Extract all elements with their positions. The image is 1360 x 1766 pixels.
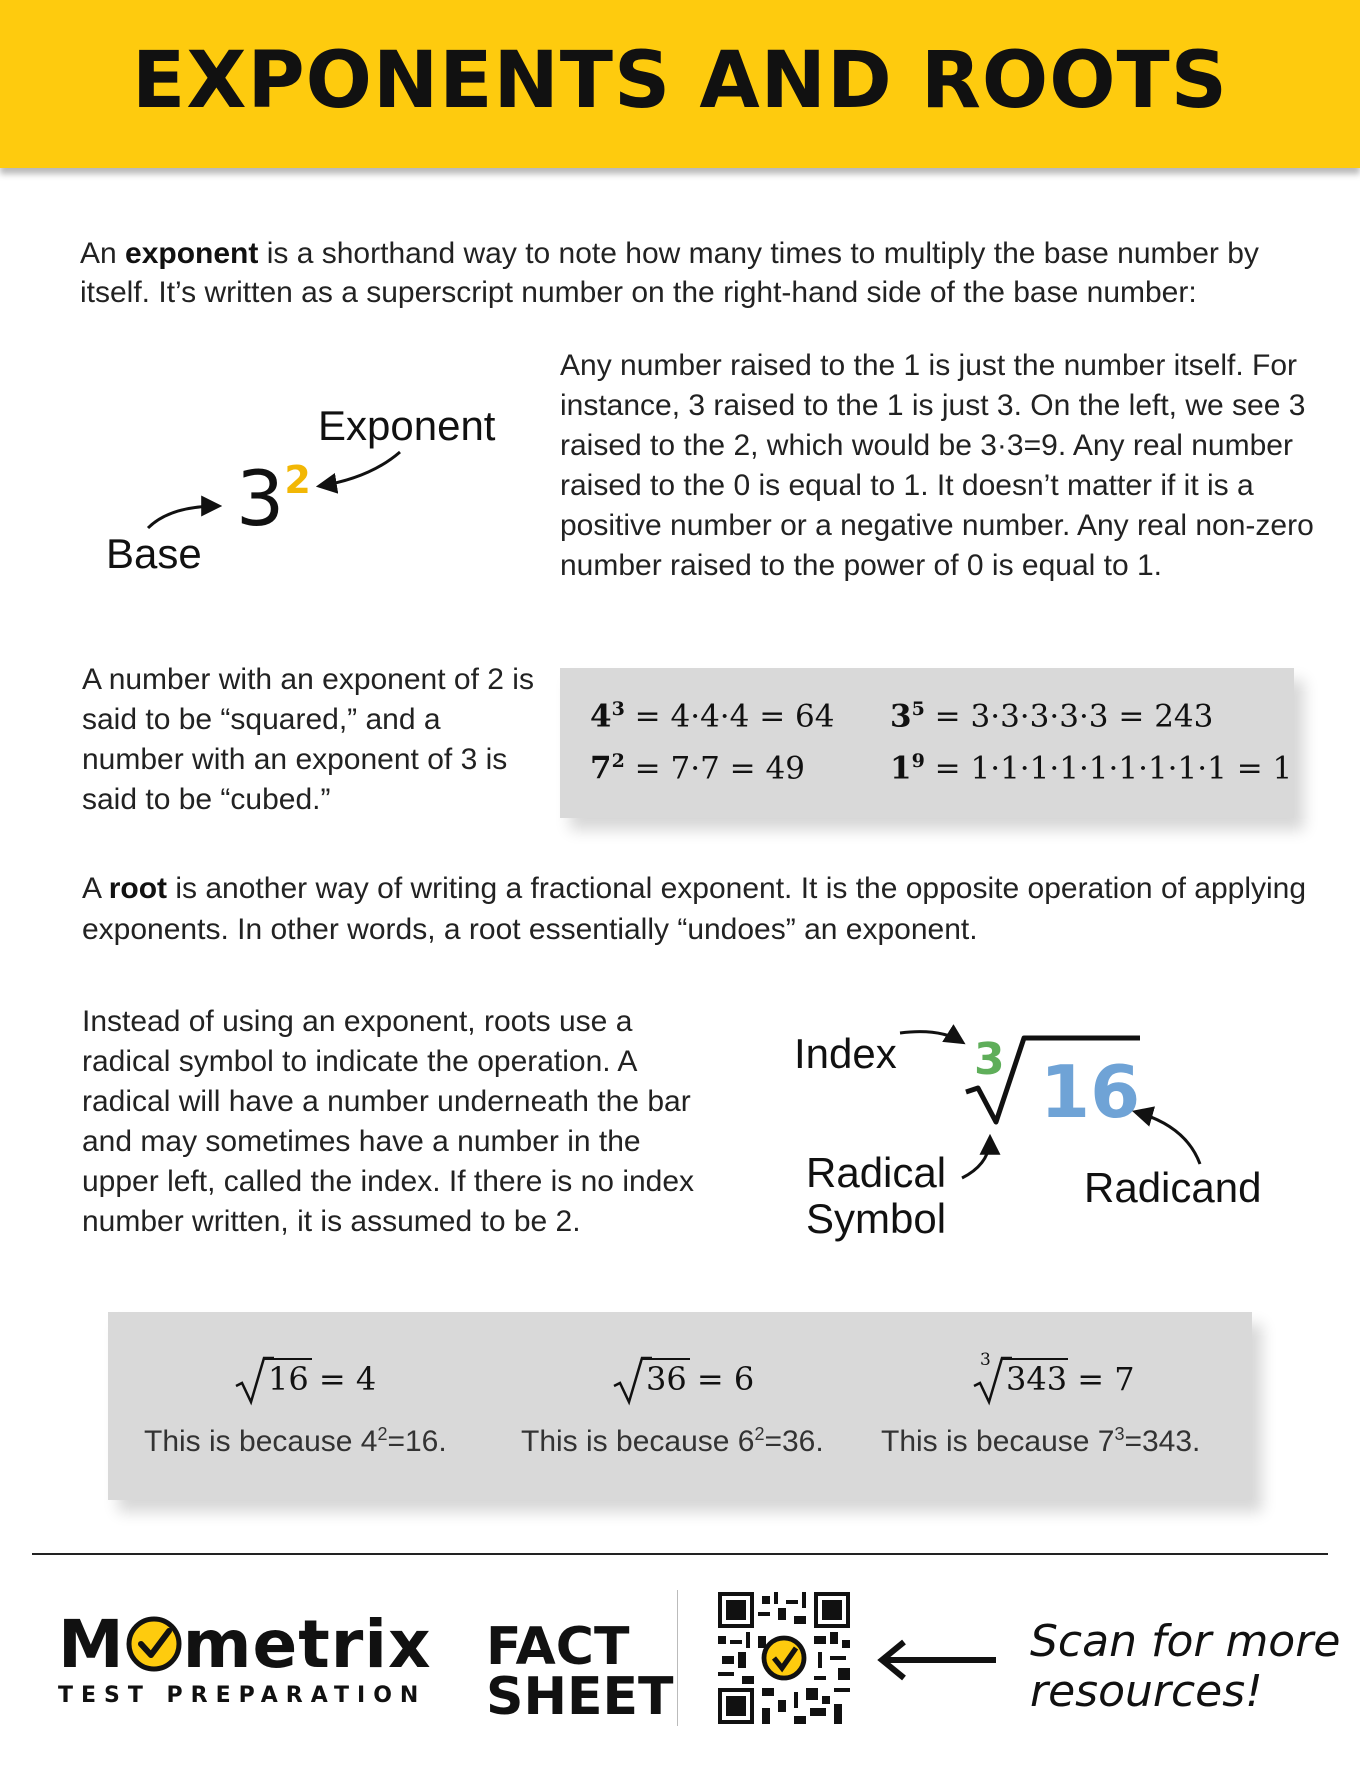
radical-symbol-arrow xyxy=(962,1138,990,1178)
left-arrow-icon xyxy=(876,1638,1002,1682)
scan-for-resources: Scan for more resources! xyxy=(1030,1616,1341,1717)
exponent-example-2: $3^5 = 3\cdot 3\cdot 3\cdot 3\cdot 3 = 243$ xyxy=(890,698,1214,735)
root-example-3-index: 3 xyxy=(980,1350,991,1370)
mometrix-logo: M metrix TEST PREPARATION xyxy=(58,1606,432,1708)
footer-divider xyxy=(32,1553,1328,1555)
exponent-number: 2 xyxy=(284,457,311,502)
logo-subtitle: TEST PREPARATION xyxy=(58,1683,427,1708)
base-number: 3 xyxy=(236,454,285,543)
footer-vertical-divider xyxy=(677,1590,678,1726)
root-example-3: 3 343 = 7 xyxy=(972,1354,1142,1406)
qr-code-icon xyxy=(718,1592,850,1724)
base-arrow xyxy=(148,506,218,528)
radical-symbol-icon xyxy=(966,1038,1140,1122)
radical-index: 3 xyxy=(974,1034,1005,1085)
base-label: Base xyxy=(106,530,202,577)
intro-text-start: An xyxy=(80,237,126,270)
root-examples-box xyxy=(108,1312,1252,1500)
intro-keyword-exponent: exponent xyxy=(125,237,259,270)
radical-symbol-label: Radical Symbol xyxy=(806,1149,947,1242)
root-intro: A root is another way of writing a fractional exponent. It is the opposite operation of applying exponents. In other words, a root essentially “undoes” an exponent. xyxy=(82,872,1307,946)
root-example-2-explanation: This is because $6^2=36$. xyxy=(521,1424,824,1458)
exponent-example-4: $1^9 = 1\cdot 1\cdot 1\cdot 1\cdot 1\cdot 1\cdot 1\cdot 1\cdot 1 = 1$ xyxy=(890,750,1293,787)
exponent-arrows xyxy=(0,0,560,620)
index-label: Index xyxy=(794,1030,897,1077)
squared-cubed-text: A number with an exponent of 2 is said to be “squared,” and a number with an exponent of 3 is said to be “cubed.” xyxy=(82,663,534,816)
index-arrow xyxy=(900,1032,962,1042)
radicand-label: Radicand xyxy=(1084,1164,1262,1211)
intro-text-rest: is a shorthand way to note how many times to multiply the base number by itself. It’s written as a superscript number on the right-hand side of the base number: xyxy=(80,237,1259,309)
exponent-rules: Any number raised to the 1 is just the number itself. For instance, 3 raised to the 1 is just 3. On the left, we see 3 raised to the 2, which would be 3·3=9. Any real number raised to the 0 is equal to 1. It doesn’t matter if it is a positive number or a negative number. Any real non-zero number raised to the power of 0 is equal to 1. xyxy=(560,349,1314,582)
fact-sheet-label: FACT SHEET xyxy=(486,1617,674,1727)
logo-checkmark-icon xyxy=(125,1615,183,1673)
exponent-arrow xyxy=(320,452,400,486)
intro-keyword-root: root xyxy=(108,872,168,905)
root-example-2: 36 = 6 xyxy=(612,1354,742,1406)
exponent-examples-box xyxy=(560,668,1294,818)
radical-diagram-lines xyxy=(700,990,1340,1250)
radical-explanation: Instead of using an exponent, roots use a radical symbol to indicate the operation. A radical will have a number underneath the bar and may sometimes have a number in the upper left, called the index. If there is no index number written, it is assumed to be 2. xyxy=(82,1005,695,1238)
radicand-number: 16 xyxy=(1040,1050,1141,1134)
root-example-1-explanation: This is because $4^2=16$. xyxy=(144,1424,447,1458)
root-example-1: 16 = 4 xyxy=(234,1354,364,1406)
exponent-example-3: $7^2 = 7\cdot 7 = 49$ xyxy=(590,750,805,787)
page-title: EXPONENTS AND ROOTS xyxy=(132,36,1228,126)
exponent-label: Exponent xyxy=(318,402,496,449)
radicand-arrow xyxy=(1136,1112,1200,1164)
root-example-3-explanation: This is because $7^3=343$. xyxy=(881,1424,1201,1458)
exponent-example-1: $4^3 = 4\cdot 4\cdot 4 = 64$ xyxy=(590,698,835,735)
qr-code[interactable] xyxy=(718,1592,850,1724)
